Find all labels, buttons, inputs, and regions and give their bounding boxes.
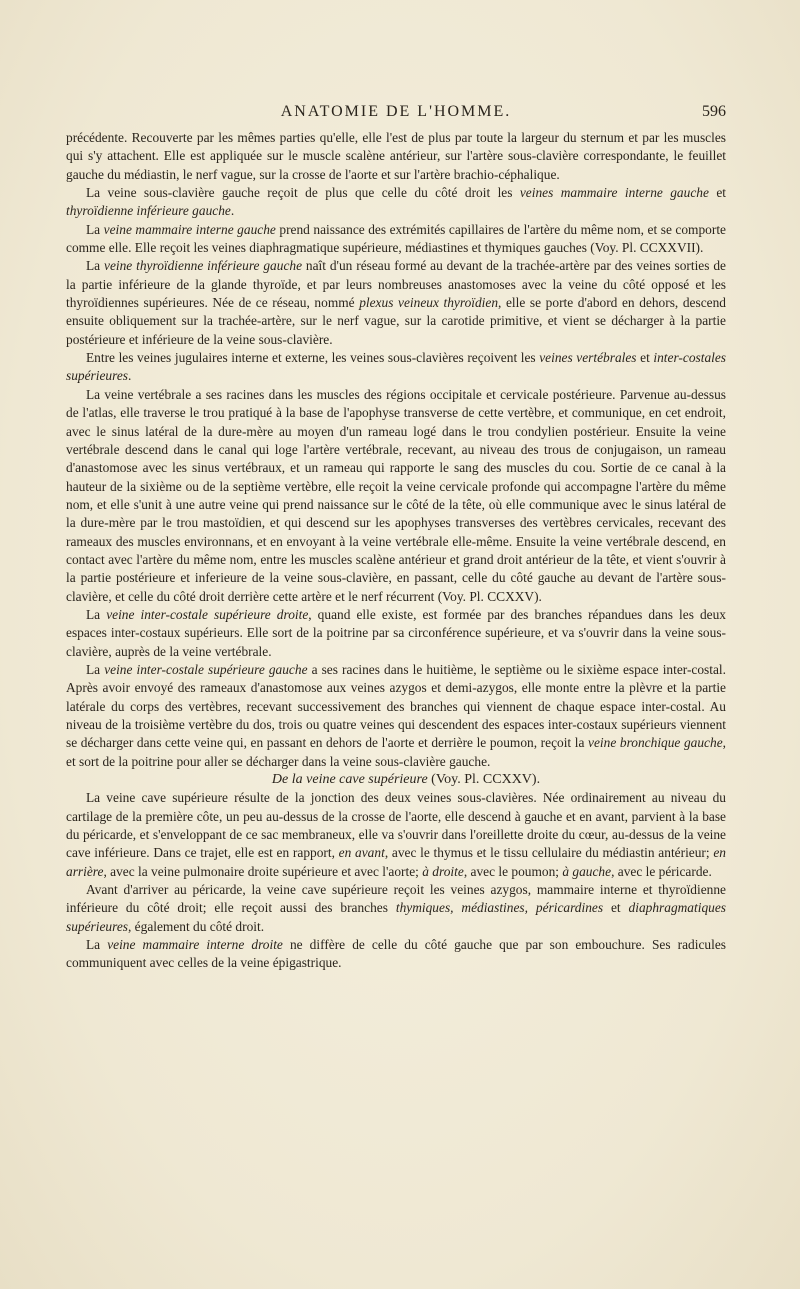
paragraph-11: La veine mammaire interne droite ne diffère de celle du côté gauche que par son embouchure. Ses radicules communiquent avec celles de la veine épigastrique. [66, 937, 726, 971]
body-text [66, 129, 726, 973]
paragraph-1: précédente. Recouverte par les mêmes parties qu'elle, elle l'est de plus par toute la largeur du sternum et par les muscles qui s'y attachent. Elle est appliquée sur le muscle scalène antérieur, sur l'artère sous-clavière correspondante, le feuillet gauche du médiastin, le nerf vague, sur la crosse de l'aorte et sur l'artère brachio-céphalique. [66, 130, 726, 182]
paragraph-8: La veine inter-costale supérieure gauche a ses racines dans le huitième, le septième ou le sixième espace inter-costal. Après avoir envoyé des rameaux d'anastomose aux veines azygos et demi-azygos, elle monte entre la plèvre et la partie latérale du corps des vertèbres, recevant successivement des branches qui viennent de chaque espace inter-costal. Au niveau de la troisième vertèbre du dos, trois ou quatre veines qui descendent des espaces inter-costaux supérieurs viennent se décharger dans cette veine qui, en passant en dehors de l'aorte et derrière le poumon, reçoit la veine bronchique gauche, et sort de la poitrine pour aller se décharger dans la veine sous-clavière gauche. [66, 661, 727, 769]
page-number: 596 [702, 103, 726, 120]
paragraph-7: La veine inter-costale supérieure droite, quand elle existe, est formée par des branches répandues dans les deux espaces inter-costaux supérieurs. Elle sort de la poitrine par sa circonférence supérieure, et va s'ouvrir dans la veine sous-clavière, auprès de la veine vertébrale. [66, 606, 726, 659]
paragraph-2: La veine sous-clavière gauche reçoit de plus que celle du côté droit les veines mammaire interne gauche et thyroïdienne inférieure gauche. [66, 185, 726, 219]
paragraph-6: La veine vertébrale a ses racines dans les muscles des régions occipitale et cervicale postérieure. Parvenue au-dessus de l'atlas, elle traverse le trou pratiqué à la base de l'apophyse transverse de cette vertèbre, et communique, en cet endroit, avec le sinus latéral de la dure-mère au moyen d'un rameau logé dans le trou condylien postérieur. Ensuite la veine vertébrale descend dans le canal qui loge l'artère vertébrale, recevant, au niveau des trous de conjugaison, un rameau d'anastomose avec les sinus vertébraux, et un rameau qui rapporte le sang des muscles du cou. Sortie de ce canal à la hauteur de la sixième ou de la septième vertèbre, elle reçoit la veine cervicale profonde qui accompagne l'artère du même nom, et elle s'unit à une autre veine qui prend naissance sur le côté de la tête, où elle communique avec le sinus latéral de la dure-mère par le trou mastoïdien, et qui descend sur les apophyses transverses des vertèbres cervicales, recevant des rameaux des muscles environnans, et en envoyant à la veine vertébrale elle-même. Ensuite la veine vertébrale descend, en contact avec l'artère du même nom, entre les muscles scalène antérieur et grand droit antérieur de la tête, et vient s'ouvrir à la partie postérieure et inferieure de la veine sous-clavière, en passant, celle du côté gauche au devant de l'artère sous-clavière, et celle du côté droit derrière cette artère et le nerf récurrent (Voy. Pl. CCXXV). [66, 386, 726, 604]
running-title: ANATOMIE DE L'HOMME. [280, 103, 512, 120]
paragraph-10: Avant d'arriver au péricarde, la veine cave supérieure reçoit les veines azygos, mammaire interne et thyroïdienne inférieure du côté droit; elle reçoit aussi des branches thymiques, médiastines, péricardines et diaphragmatiques supérieures, également du côté droit. [66, 882, 726, 934]
paragraph-3: La veine mammaire interne gauche prend naissance des extrémités capillaires de l'artère du même nom, et se comporte comme elle. Elle reçoit les veines diaphragmatique supérieure, médiastines et thymiques gauches (Voy. Pl. CCXXVII). [66, 221, 726, 256]
section-heading: De la veine cave supérieure (Voy. Pl. CCXXV). [271, 772, 541, 788]
paragraph-5: Entre les veines jugulaires interne et externe, les veines sous-clavières reçoivent les veines vertébrales et inter-costales supérieures. [66, 350, 727, 384]
paragraph-4: La veine thyroïdienne inférieure gauche naît d'un réseau formé au devant de la trachée-artère par des veines sorties de la partie inférieure de la glande thyroïde, et par leurs nombreuses anastomoses avec la veine du côté opposé et les thyroïdiennes supérieures. Née de ce réseau, nommé plexus veineux thyroïdien, elle se porte d'abord en dehors, descend ensuite obliquement sur la trachée-artère, sur le nerf vague, sur la carotide primitive, et vient se décharger à la partie postérieure et inférieure de la veine sous-clavière. [66, 258, 726, 347]
page-header [66, 103, 726, 125]
paragraph-9: La veine cave supérieure résulte de la jonction des deux veines sous-clavières. Née ordinairement au niveau du cartilage de la première côte, un peu au-dessus de la crosse de l'aorte, elle descend à gauche et en avant, parvient à la base du péricarde, et s'enveloppant de ce sac membraneux, elle va s'ouvrir dans l'oreillette droite du cœur, au-dessus de la veine cave inférieure. Dans ce trajet, elle est en rapport, en avant, avec le thymus et le tissu cellulaire du médiastin antérieur; en arrière, avec la veine pulmonaire droite supérieure et avec l'aorte; à droite, avec le poumon; à gauche, avec le péricarde. [66, 790, 726, 879]
